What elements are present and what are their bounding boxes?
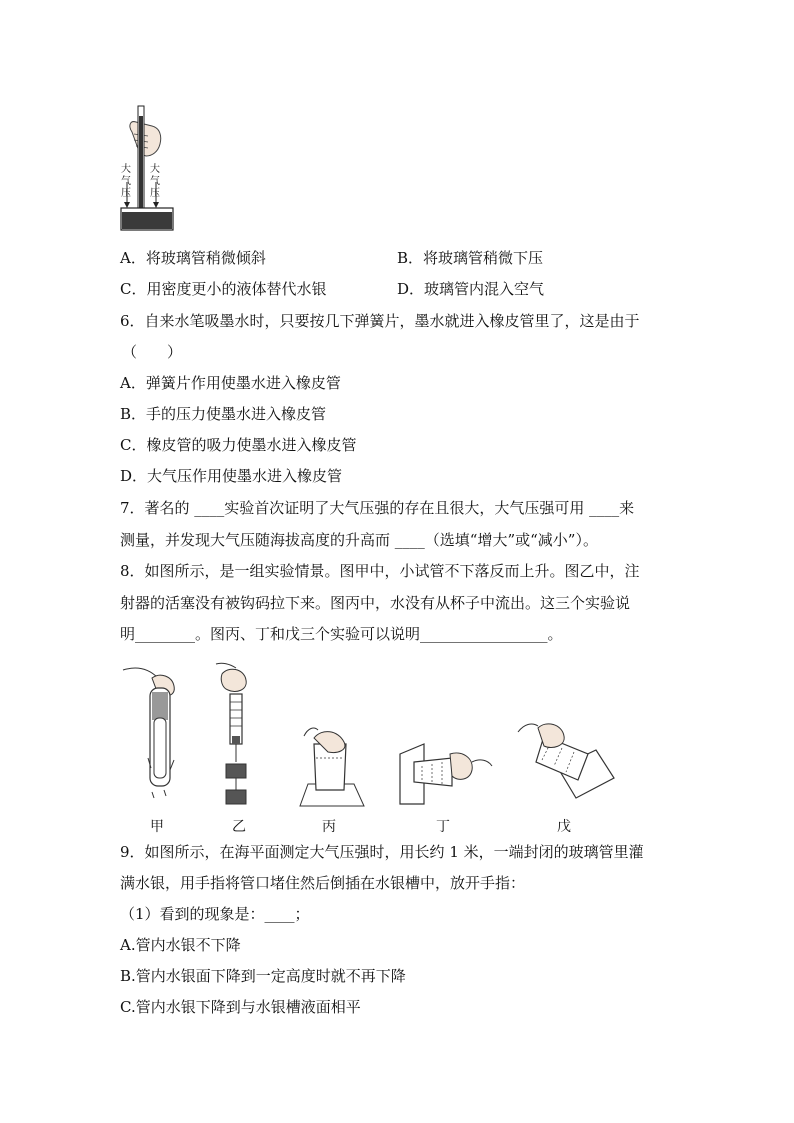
q8-line1: 8．如图所示，是一组实验情景。图甲中，小试管不下落反而上升。图乙中，注: [120, 562, 640, 580]
q6-option-c: C．橡皮管的吸力使墨水进入橡皮管: [120, 436, 357, 454]
caption-jia: 甲: [150, 819, 164, 835]
q9-line1: 9．如图所示，在海平面测定大气压强时，用长约 1 米，一端封闭的玻璃管里灌: [120, 843, 644, 861]
caption-bing: 丙: [322, 819, 336, 835]
q8-line3: 明________。图丙、丁和戊三个实验可以说明_________________。: [120, 625, 563, 643]
caption-ding: 丁: [436, 819, 450, 835]
q6-option-a: A．弹簧片作用使墨水进入橡皮管: [120, 374, 341, 392]
experiment-illustrations: [118, 658, 618, 818]
q5-option-a: A．将玻璃管稍微倾斜: [120, 249, 266, 267]
q5-option-d: D．玻璃管内混入空气: [397, 280, 545, 298]
q8-line2: 射器的活塞没有被钩码拉下来。图丙中，水没有从杯子中流出。这三个实验说: [120, 594, 631, 612]
caption-wu: 戊: [557, 819, 571, 835]
figure-jia: [123, 668, 174, 798]
figure-bing: [300, 728, 364, 806]
q5-option-b: B．将玻璃管稍微下压: [397, 249, 544, 267]
q6-option-d: D．大气压作用使墨水进入橡皮管: [120, 467, 343, 485]
q7-line1: 7．著名的 ____实验首次证明了大气压强的存在且很大，大气压强可用 ____来: [120, 499, 635, 517]
q7-line2: 测量，并发现大气压随海拔高度的升高而 ____（选填“增大”或“减小”）。: [120, 531, 598, 549]
q5-option-c: C．用密度更小的液体替代水银: [120, 280, 327, 298]
barometer-figure: [118, 104, 178, 234]
figure-ding: [400, 744, 492, 804]
q9-option-b: B.管内水银面下降到一定高度时就不再下降: [120, 967, 406, 985]
figure-wu: [518, 724, 614, 798]
q9-sub1: （1）看到的现象是：____；: [120, 905, 310, 923]
q6-stem-line2: （ ）: [122, 343, 183, 361]
q9-option-c: C.管内水银下降到与水银槽液面相平: [120, 998, 361, 1016]
figure-yi: [216, 663, 246, 804]
pressure-label-left: 大气压: [121, 164, 131, 199]
q6-stem-line1: 6．自来水笔吸墨水时，只要按几下弹簧片，墨水就进入橡皮管里了，这是由于: [120, 312, 640, 330]
q9-line2: 满水银，用手指将管口堵住然后倒插在水银槽中，放开手指：: [120, 874, 526, 892]
caption-yi: 乙: [232, 819, 246, 835]
q6-option-b: B．手的压力使墨水进入橡皮管: [120, 405, 327, 423]
pressure-label-right: 大气压: [150, 164, 160, 199]
q9-option-a: A.管内水银不下降: [120, 936, 241, 954]
experiment-figure-row: [118, 658, 618, 818]
